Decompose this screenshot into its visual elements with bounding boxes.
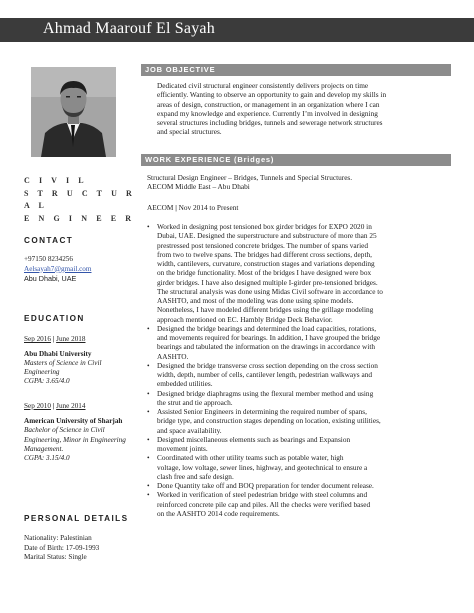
contact-email[interactable]: Aelsayah7@gmail.com <box>24 264 92 273</box>
education-school: Abu Dhabi University <box>24 349 92 358</box>
experience-title: WORK EXPERIENCE (Bridges) <box>145 155 275 164</box>
experience-employer: AECOM | Nov 2014 to Present <box>147 203 239 212</box>
experience-bullet: • Coordinated with other utility teams such as potable water, high voltage, low voltage, sewer lines, highway, and geotechnical to ensure a clash free and safe design. <box>147 453 368 481</box>
objective-line: efficiently. Wanting to observe an opportunity to gain and develop my skills in <box>157 90 387 100</box>
experience-bullet: • Assisted Senior Engineers in determining the required number of spans, bridge type, and construction stages depending on location, existing utilities, and space availability. <box>147 407 381 435</box>
education-detail: Masters of Science in Civil <box>24 358 102 367</box>
personal-line: Date of Birth: 17-09-1993 <box>24 543 100 552</box>
education-detail: Management. <box>24 444 64 453</box>
bullet-icon: • <box>147 490 150 500</box>
education-title: EDUCATION <box>24 314 85 323</box>
contact-phone: +97150 8234256 <box>24 255 73 264</box>
bullet-icon: • <box>147 222 150 231</box>
personal-section <box>24 514 142 562</box>
employer-name: AECOM <box>147 203 174 212</box>
education-entry <box>24 335 142 386</box>
education-section <box>24 314 142 464</box>
objective-line: areas of design, construction, or management in an organization where I can <box>157 99 380 109</box>
role-line: S T R U C T U R A L <box>24 188 136 210</box>
education-detail: Engineering, Minor in Engineering <box>24 435 126 444</box>
bullet-icon: • <box>147 453 150 463</box>
role-line: E N G I N E E R <box>24 213 135 223</box>
education-entry <box>24 402 142 464</box>
header-bar <box>0 18 474 42</box>
education-end: June 2018 <box>56 335 86 344</box>
education-school: American University of Sharjah <box>24 417 123 426</box>
contact-title: CONTACT <box>24 236 74 245</box>
personal-line: Marital Status: Single <box>24 552 87 561</box>
education-end: June 2014 <box>56 401 86 410</box>
objective-title: JOB OBJECTIVE <box>145 65 216 74</box>
experience-bullet: • Worked in designing post tensioned box girder bridges for EXPO 2020 in Dubai, UAE. Designed the superstructure and substructure of more than 25 prestressed post tensioned concrete bridges. The number of spans varied from two to twelve spans. The bridges had different cross sections, depth, width, cantilevers, curvature, construction stages and variations depending on the bridge functionality. Most of the bridges I have designed were box girder bridges. I have also designed multiple I-girder pre-tensioned bridges. The structural analysis was done using Midas Civil software in accordance to AASHTO, and most of the modeling was done using spine models. Nonetheless, I have modeled different bridges using the grillage modeling approach mentioned on EC. Hambly Bridge Deck Behavior. <box>147 222 383 324</box>
education-detail: CGPA: 3.65/4.0 <box>24 377 70 386</box>
employment-period: Nov 2014 to Present <box>178 203 239 212</box>
role-line: C I V I L <box>24 176 88 185</box>
contact-section <box>24 236 142 283</box>
objective-line: Dedicated civil structural engineer consistently delivers projects on time <box>157 81 369 90</box>
experience-bullet: • Designed the bridge transverse cross section depending on the cross section width, depth, number of cells, cantilever length, pedestrian walkways and embedded utilities. <box>147 360 378 389</box>
bullet-icon: • <box>147 360 150 370</box>
profile-photo <box>31 67 116 157</box>
profile-photo-icon <box>31 67 116 157</box>
objective-bar <box>141 64 451 76</box>
experience-bullet: • Worked in verification of steel pedestrian bridge with steel columns and reinforced concrete pile cap and piles. All the checks were verified based on the AASHTO 2014 code requirements. <box>147 490 371 518</box>
education-dates: Sep 2016 | June 2018 <box>24 335 86 344</box>
experience-bullets <box>147 222 448 518</box>
experience-bullet: • Done Quantity take off and BOQ preparation for tender document release. <box>147 481 374 490</box>
job-role <box>24 175 142 225</box>
bullet-icon: • <box>147 407 150 416</box>
education-dates: Sep 2010 | June 2014 <box>24 401 86 410</box>
company-line: AECOM Middle East – Abu Dhabi <box>147 182 250 192</box>
objective-text <box>157 81 447 137</box>
bullet-icon: • <box>147 388 150 398</box>
education-detail: Engineering <box>24 368 60 377</box>
education-detail: CGPA: 3.15/4.0 <box>24 454 70 463</box>
objective-line: and special structures. <box>157 127 222 137</box>
bullet-icon: • <box>147 434 150 444</box>
personal-title: PERSONAL DETAILS <box>24 514 129 523</box>
experience-bullet: • Designed the bridge bearings and determined the load capacities, rotations, and movements required for bearings. In addition, I have grouped the bridge bearings and tabulated the information on the drawings in accordance with AASHTO. <box>147 323 381 361</box>
personal-line: Nationality: Palestinian <box>24 534 92 543</box>
bullet-icon: • <box>147 481 150 490</box>
education-start: Sep 2016 <box>24 335 51 344</box>
objective-line: several structures including bridges, tunnels and sewerage network structures <box>157 118 383 127</box>
experience-bar <box>141 154 451 166</box>
bullet-icon: • <box>147 323 150 333</box>
objective-line: expand my knowledge and experience. Currently I’m involved in designing <box>157 108 378 118</box>
experience-bullet: • Designed miscellaneous elements such as bearings and Expansion movement joints. <box>147 434 351 453</box>
experience-bullet: • Designed bridge diaphragms using the flexural member method and using the strut and tie approach. <box>147 388 374 407</box>
candidate-name: Ahmad Maarouf El Sayah <box>43 20 215 37</box>
education-start: Sep 2010 <box>24 401 51 410</box>
position-title: Structural Design Engineer – Bridges, Tunnels and Special Structures. <box>147 173 353 182</box>
education-detail: Bachelor of Science in Civil <box>24 426 105 435</box>
experience-position <box>147 173 447 192</box>
contact-location: Abu Dhabi, UAE <box>24 273 77 283</box>
